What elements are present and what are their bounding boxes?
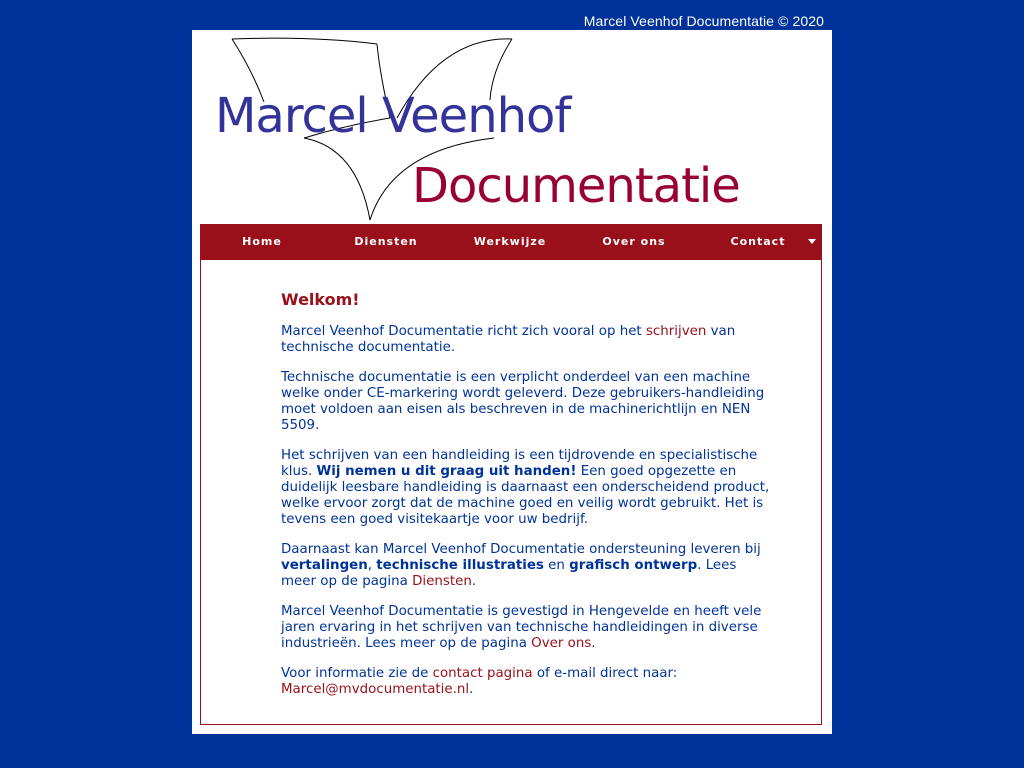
ce-paragraph: Technische documentatie is een verplicht onderdeel van een machine welke onder CE-markering wordt geleverd. Deze gebruikers-handleiding moet voldoen aan eisen als beschreven in de machinerichtlijn en NEN 5509. (281, 370, 765, 433)
intro-paragraph (281, 324, 771, 356)
logo-title-line2: Documentatie (412, 158, 740, 214)
p5-end: . (591, 636, 596, 651)
page-title: Welkom! (281, 290, 360, 309)
logo-title-line1: Marcel Veenhof (215, 88, 571, 144)
nav-item-home[interactable]: Home (242, 235, 282, 248)
p4-sep1: , (367, 558, 377, 573)
p4-sep2: en (543, 558, 570, 573)
content-box (200, 260, 822, 725)
handleiding-paragraph (281, 448, 771, 528)
contact-paragraph (281, 666, 771, 698)
contact-page-link[interactable]: contact pagina (432, 666, 533, 681)
nav-item-over-ons[interactable]: Over ons (602, 235, 666, 248)
email-link[interactable]: Marcel@mvdocumentatie.nl (281, 682, 470, 697)
p4-end: . (471, 574, 477, 589)
p4-illustraties: technische illustraties (376, 558, 544, 573)
nav-item-diensten[interactable]: Diensten (354, 235, 418, 248)
nav-item-contact[interactable]: Contact (730, 235, 786, 248)
p4-mid: . Lees meer op de pagina (281, 558, 737, 589)
p6-mid: of e-mail direct naar: (532, 666, 678, 681)
copyright-text: Marcel Veenhof Documentatie © 2020 (583, 13, 824, 29)
p1-text: Marcel Veenhof Documentatie richt zich vooral op het (281, 324, 646, 339)
p3-text-end: Een goed opgezette en duidelijk leesbare handleiding is daarnaast een onderscheidend product, welke ervoor zorgt dat de machine goed en veilig wordt gebruikt. Het is tevens een goed visitekaartje voor uw bedrijf. (281, 464, 770, 527)
page-container (192, 30, 832, 734)
p6-end: . (469, 682, 474, 697)
p3-text: Het schrijven van een handleiding is een tijdrovende en specialistische klus. (281, 448, 758, 479)
diensten-link[interactable]: Diensten (412, 574, 472, 589)
schrijven-link[interactable]: schrijven (645, 324, 707, 339)
p4-ontwerp: grafisch ontwerp (569, 558, 698, 573)
nav-item-werkwijze[interactable]: Werkwijze (473, 235, 547, 248)
p4-vertalingen: vertalingen (281, 558, 368, 573)
over-ons-link[interactable]: Over ons (531, 636, 592, 651)
site-logo[interactable] (192, 30, 832, 224)
p3-highlight: Wij nemen u dit graag uit handen! (316, 464, 577, 479)
main-nav (200, 224, 822, 260)
about-paragraph (281, 604, 771, 652)
p6-text: Voor informatie zie de (281, 666, 433, 681)
p5-text: Marcel Veenhof Documentatie is gevestigd in Hengevelde en heeft vele jaren ervaring in het schrijven van technische handleidingen in diverse industrieën. Lees meer op de pagina (281, 604, 762, 651)
p1-text-end: van technische documentatie. (281, 324, 736, 355)
p4-text: Daarnaast kan Marcel Veenhof Documentatie ondersteuning leveren bij (281, 542, 761, 557)
services-paragraph (281, 542, 771, 590)
main-content (281, 290, 771, 712)
dropdown-caret-icon[interactable] (808, 239, 816, 244)
